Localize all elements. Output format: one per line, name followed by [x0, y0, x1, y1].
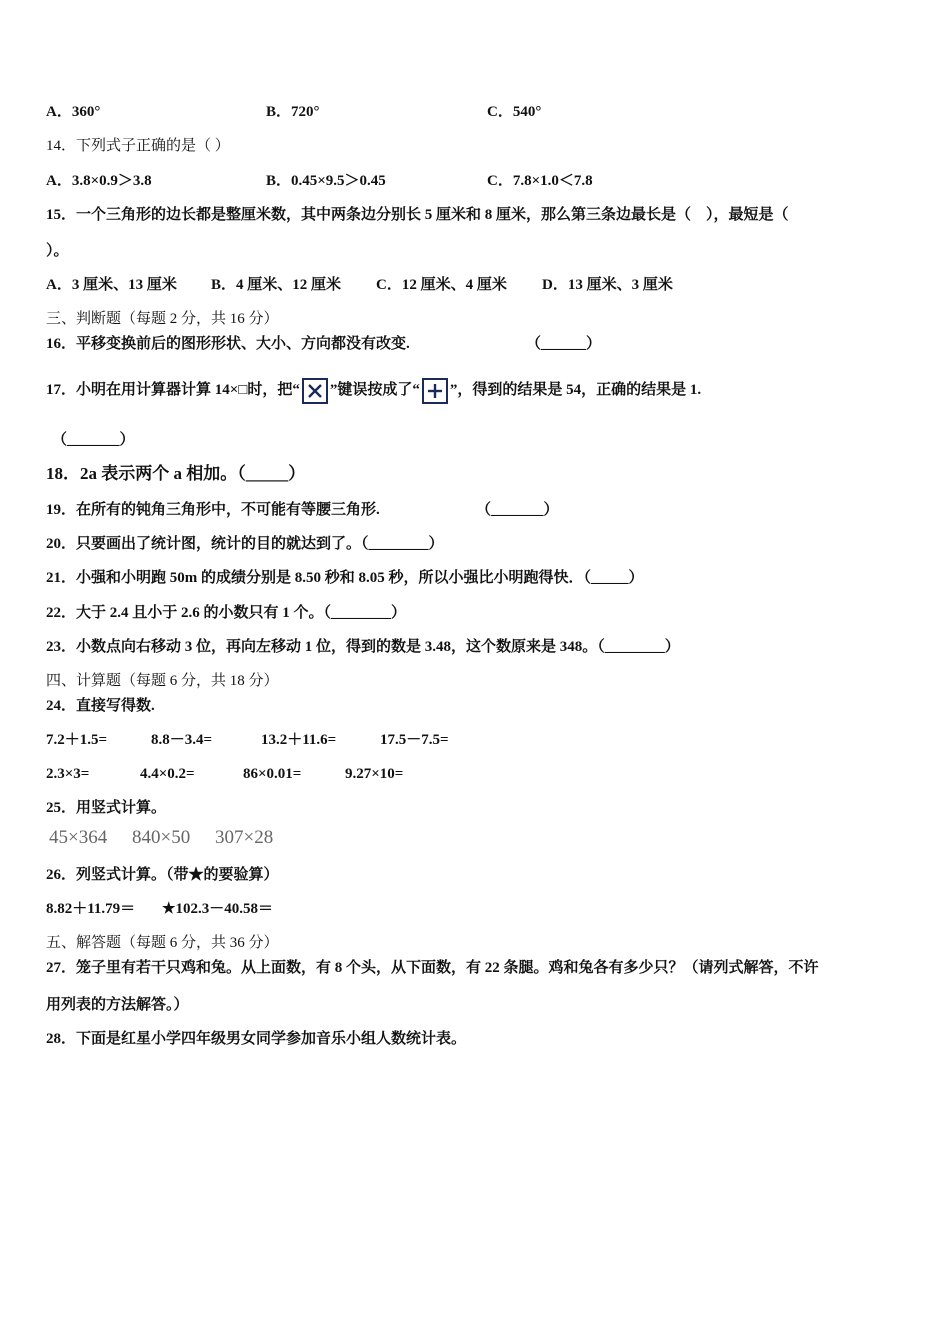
q23: 23．小数点向右移动 3 位，再向左移动 1 位，得到的数是 3.48，这个数原来是 348。（________） — [46, 639, 680, 655]
q27-line-1: 27．笼子里有若干只鸡和兔。从上面数，有 8 个头，从下面数，有 22 条腿。鸡和兔各有多少只？（请列式解答，不许 — [46, 960, 819, 976]
multiply-key-icon — [302, 378, 328, 404]
q14-option-b: B．0.45×9.5＞0.45 — [266, 173, 386, 189]
q25-item: 307×28 — [215, 827, 274, 848]
q17 — [46, 368, 701, 412]
q15-stem-line2: ）。 — [46, 243, 69, 259]
q24-item: 2.3×3= — [46, 766, 90, 782]
q15-option-a: A．3 厘米、13 厘米 — [46, 277, 177, 293]
q25-item: 45×364 — [49, 827, 108, 848]
q21: 21．小强和小明跑 50m 的成绩分别是 8.50 秒和 8.05 秒，所以小强比小明跑得快．（_____） — [46, 570, 644, 586]
q26-stem: 26．列竖式计算。（带★的要验算） — [46, 867, 279, 883]
section-4-heading: 四、计算题（每题 6 分，共 18 分） — [46, 673, 279, 689]
section-5-heading: 五、解答题（每题 6 分，共 36 分） — [46, 935, 279, 951]
q25-item: 840×50 — [132, 827, 191, 848]
q22: 22．大于 2.4 且小于 2.6 的小数只有 1 个。（________） — [46, 605, 407, 621]
q16-blank: （______） — [526, 336, 602, 352]
q15-option-b: B．4 厘米、12 厘米 — [211, 277, 342, 293]
q13-option-b: B．720° — [266, 104, 320, 120]
q16 — [46, 334, 602, 354]
q16-text: 16．平移变换前后的图形形状、大小、方向都没有改变. — [46, 336, 410, 352]
q24-item: 86×0.01= — [243, 766, 302, 782]
plus-key-icon — [422, 378, 448, 404]
q26-item: ★102.3－40.58＝ — [162, 901, 273, 917]
q28: 28．下面是红星小学四年级男女同学参加音乐小组人数统计表。 — [46, 1031, 467, 1047]
q19 — [46, 500, 559, 520]
q13-option-c: C．540° — [487, 104, 542, 120]
q14-option-c: C．7.8×1.0＜7.8 — [487, 173, 593, 189]
q24-item: 8.8－3.4= — [151, 732, 213, 748]
q15-option-d: D．13 厘米、3 厘米 — [542, 277, 673, 293]
q24-stem: 24．直接写得数. — [46, 698, 155, 714]
q19-blank: （_______） — [476, 502, 559, 518]
q17-text-1: 17．小明在用计算器计算 14×□时，把“ — [46, 382, 300, 398]
q15-stem-line1: 15．一个三角形的边长都是整厘米数，其中两条边分别长 5 厘米和 8 厘米，那么第三条边最长是（ ），最短是（ — [46, 207, 789, 223]
q24-item: 13.2＋11.6= — [261, 732, 337, 748]
q17-blank: （_______） — [52, 432, 135, 448]
q14-option-a: A．3.8×0.9＞3.8 — [46, 173, 152, 189]
q17-text-2: ”键误按成了“ — [329, 382, 420, 398]
q24-item: 4.4×0.2= — [140, 766, 195, 782]
q25-stem: 25．用竖式计算。 — [46, 800, 167, 816]
q19-text: 19．在所有的钝角三角形中，不可能有等腰三角形. — [46, 502, 380, 518]
q13-option-a: A．360° — [46, 104, 101, 120]
q24-item: 7.2＋1.5= — [46, 732, 108, 748]
q18: 18．2a 表示两个 a 相加。（_____） — [46, 464, 306, 483]
q24-item: 9.27×10= — [345, 766, 404, 782]
q14-stem: 14．下列式子正确的是（ ） — [46, 138, 230, 154]
section-3-heading: 三、判断题（每题 2 分，共 16 分） — [46, 311, 279, 327]
q24-item: 17.5－7.5= — [380, 732, 449, 748]
q20: 20．只要画出了统计图，统计的目的就达到了。（________） — [46, 536, 444, 552]
q26-item: 8.82＋11.79＝ — [46, 901, 136, 917]
q17-text-3: ”，得到的结果是 54，正确的结果是 1. — [449, 382, 702, 398]
q27-line-2: 用列表的方法解答。） — [46, 997, 189, 1013]
q15-option-c: C．12 厘米、4 厘米 — [376, 277, 507, 293]
